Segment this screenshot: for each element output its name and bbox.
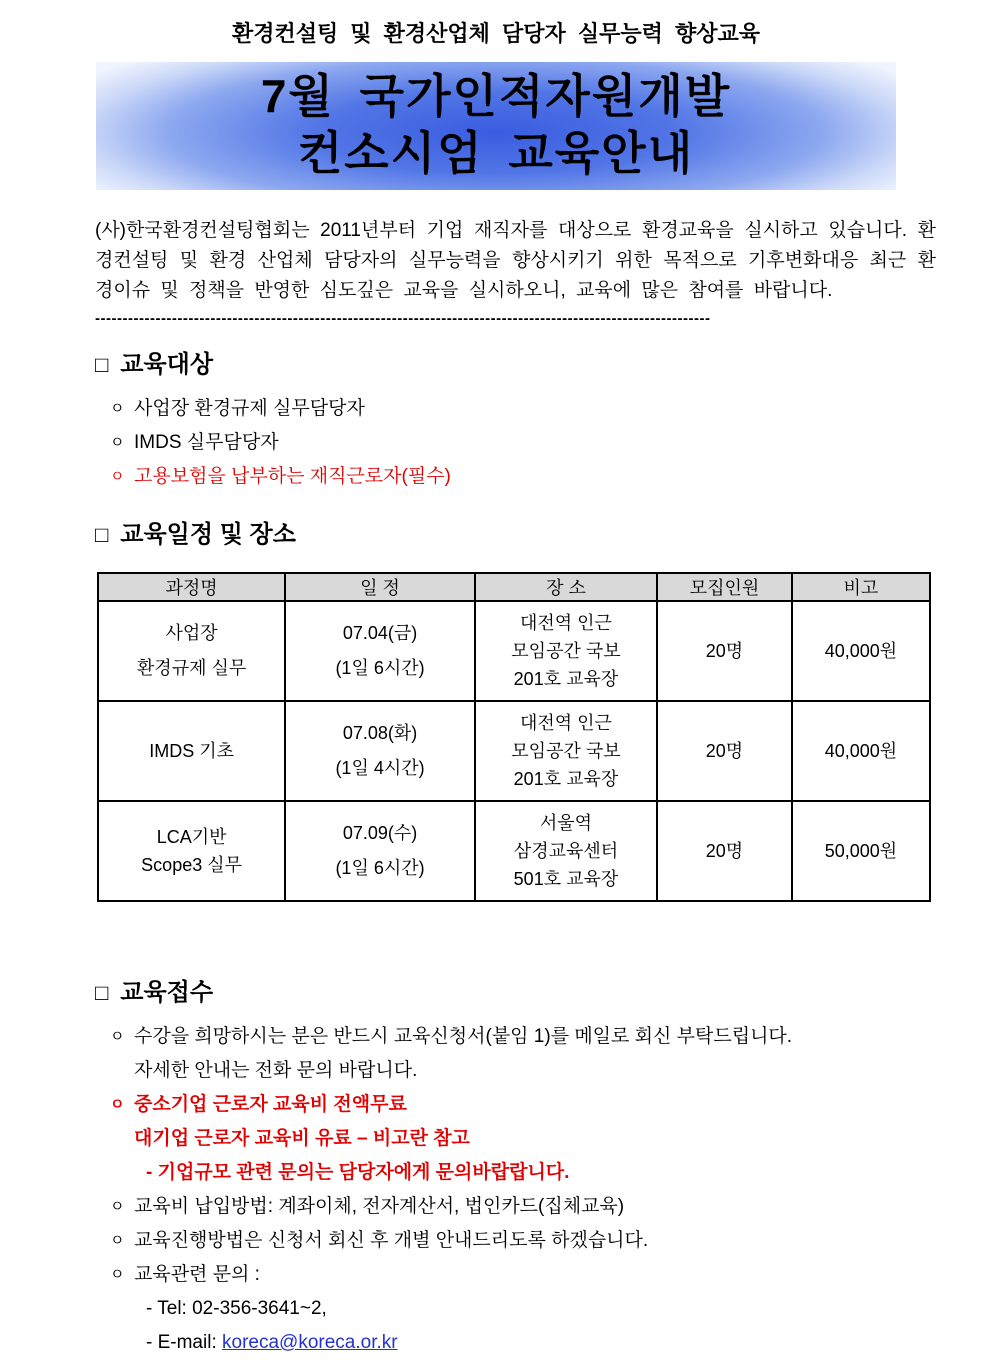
cell-line: 서울역 [539, 813, 593, 833]
email-link[interactable]: koreca@koreca.or.kr [222, 1332, 398, 1353]
banner-title-line-1: 7월 국가인적자원개발 [260, 70, 732, 122]
cell-line: LCA기반 [156, 827, 227, 847]
cell-course [98, 601, 285, 701]
table-row [98, 801, 930, 901]
list-item [110, 1190, 992, 1224]
circle-bullet-icon: ㅇ [110, 434, 125, 451]
square-bullet-icon: □ [95, 522, 109, 547]
list-item-subnote: - 기업규모 관련 문의는 담당자에게 문의바랍랍니다. [146, 1162, 570, 1183]
circle-bullet-icon: ㅇ [110, 1028, 125, 1045]
list-item-text: 교육진행방법은 신청서 회신 후 개별 안내드리도록 하겠습니다. [134, 1230, 649, 1251]
cell-line: 07.09(수) [342, 823, 418, 843]
list-item [110, 1224, 992, 1258]
circle-bullet-icon: ㅇ [110, 1232, 125, 1249]
list-item [110, 1020, 992, 1054]
table-header-row [98, 573, 930, 601]
cell-line: 대전역 인근 [520, 613, 612, 633]
col-header-date: 일 정 [285, 573, 475, 601]
cell-line: 201호 교육장 [513, 769, 619, 789]
cell-line: 대전역 인근 [520, 713, 612, 733]
circle-bullet-icon: ㅇ [110, 1096, 125, 1113]
email-label: - E-mail: [146, 1332, 217, 1353]
cell-line: (1일 6시간) [335, 858, 425, 878]
cell-line: 201호 교육장 [513, 669, 619, 689]
list-item-text: 교육비 납입방법: 계좌이체, 전자계산서, 법인카드(집체교육) [134, 1196, 625, 1217]
list-item-continuation: 자세한 안내는 전화 문의 바랍니다. [134, 1060, 418, 1081]
section-title: 교육일정 및 장소 [120, 521, 296, 548]
cell-line: (1일 4시간) [335, 758, 425, 778]
section-title: 교육대상 [120, 351, 214, 378]
list-item-text: 사업장 환경규제 실무담당자 [134, 398, 365, 419]
list-item [110, 460, 992, 494]
cell-capacity [657, 701, 792, 801]
cell-line: 20명 [705, 741, 744, 761]
cell-line: 20명 [705, 841, 744, 861]
contact-email-line [146, 1326, 992, 1360]
cell-line: IMDS 기초 [149, 741, 234, 761]
cell-note [792, 701, 930, 801]
section-heading-target [95, 350, 992, 380]
target-list [110, 392, 992, 494]
list-item [110, 392, 992, 426]
circle-bullet-icon: ㅇ [110, 1198, 125, 1215]
list-item-text: IMDS 실무담당자 [134, 432, 279, 453]
cell-line: 40,000원 [824, 741, 898, 761]
document-subtitle: 환경컨설팅 및 환경산업체 담당자 실무능력 향상교육 [231, 21, 761, 46]
list-item-text: 수강을 희망하시는 분은 반드시 교육신청서(붙임 1)를 메일로 회신 부탁드립니다. [134, 1026, 793, 1047]
cell-line: 환경규제 실무 [136, 658, 247, 678]
square-bullet-icon: □ [95, 980, 109, 1005]
cell-note [792, 601, 930, 701]
cell-course [98, 701, 285, 801]
list-item [110, 1258, 992, 1292]
col-header-capacity: 모집인원 [657, 573, 792, 601]
table-row [98, 701, 930, 801]
list-item-text: 고용보험을 납부하는 재직근로자(필수) [134, 466, 451, 487]
square-bullet-icon: □ [95, 352, 109, 377]
col-header-note: 비고 [792, 573, 930, 601]
list-item-continuation: 대기업 근로자 교육비 유료 – 비고란 참고 [134, 1128, 470, 1149]
col-header-course: 과정명 [98, 573, 285, 601]
circle-bullet-icon: ㅇ [110, 1266, 125, 1283]
cell-line: 501호 교육장 [513, 869, 619, 889]
list-item [110, 426, 992, 460]
table-row [98, 601, 930, 701]
cell-course [98, 801, 285, 901]
contact-tel-line: - Tel: 02-356-3641~2, [146, 1298, 327, 1319]
cell-note [792, 801, 930, 901]
cell-place [475, 801, 657, 901]
dashed-divider: ---------------------------------------------------------------------------------------------------------------- [95, 310, 711, 327]
cell-capacity [657, 601, 792, 701]
cell-line: 20명 [705, 641, 744, 661]
cell-line: 삼경교육센터 [513, 841, 619, 861]
cell-line: 07.08(화) [342, 723, 418, 743]
list-item-text: 중소기업 근로자 교육비 전액무료 [134, 1094, 407, 1115]
registration-list [110, 1020, 992, 1360]
cell-date [285, 601, 475, 701]
cell-place [475, 601, 657, 701]
cell-capacity [657, 801, 792, 901]
section-heading-schedule [95, 520, 992, 550]
cell-line: 40,000원 [824, 641, 898, 661]
circle-bullet-icon: ㅇ [110, 400, 125, 417]
cell-line: 모임공간 국보 [511, 641, 621, 661]
circle-bullet-icon: ㅇ [110, 468, 125, 485]
title-banner [96, 62, 896, 190]
banner-title-line-2: 컨소시엄 교육안내 [297, 127, 695, 179]
cell-date [285, 701, 475, 801]
schedule-table [97, 572, 931, 902]
list-item [110, 1088, 992, 1122]
cell-line: 50,000원 [824, 841, 898, 861]
col-header-place: 장 소 [475, 573, 657, 601]
cell-date [285, 801, 475, 901]
cell-place [475, 701, 657, 801]
cell-line: 모임공간 국보 [511, 741, 621, 761]
section-heading-registration [95, 978, 992, 1008]
intro-paragraph: (사)한국환경컨설팅협회는 2011년부터 기업 재직자를 대상으로 환경교육을 실시하고 있습니다. 환경컨설팅 및 환경 산업체 담당자의 실무능력을 향상시키기 위한 목적으로 기후변화대응 최근 환경이슈 및 정책을 반영한 심도깊은 교육을 실시하오니, 교육에 많은 참여를 바랍니다. [95, 220, 936, 301]
list-item-text: 교육관련 문의 : [134, 1264, 260, 1285]
cell-line: Scope3 실무 [141, 855, 242, 875]
cell-line: (1일 6시간) [335, 658, 425, 678]
cell-line: 07.04(금) [342, 623, 418, 643]
section-title: 교육접수 [120, 979, 214, 1006]
cell-line: 사업장 [165, 623, 218, 643]
